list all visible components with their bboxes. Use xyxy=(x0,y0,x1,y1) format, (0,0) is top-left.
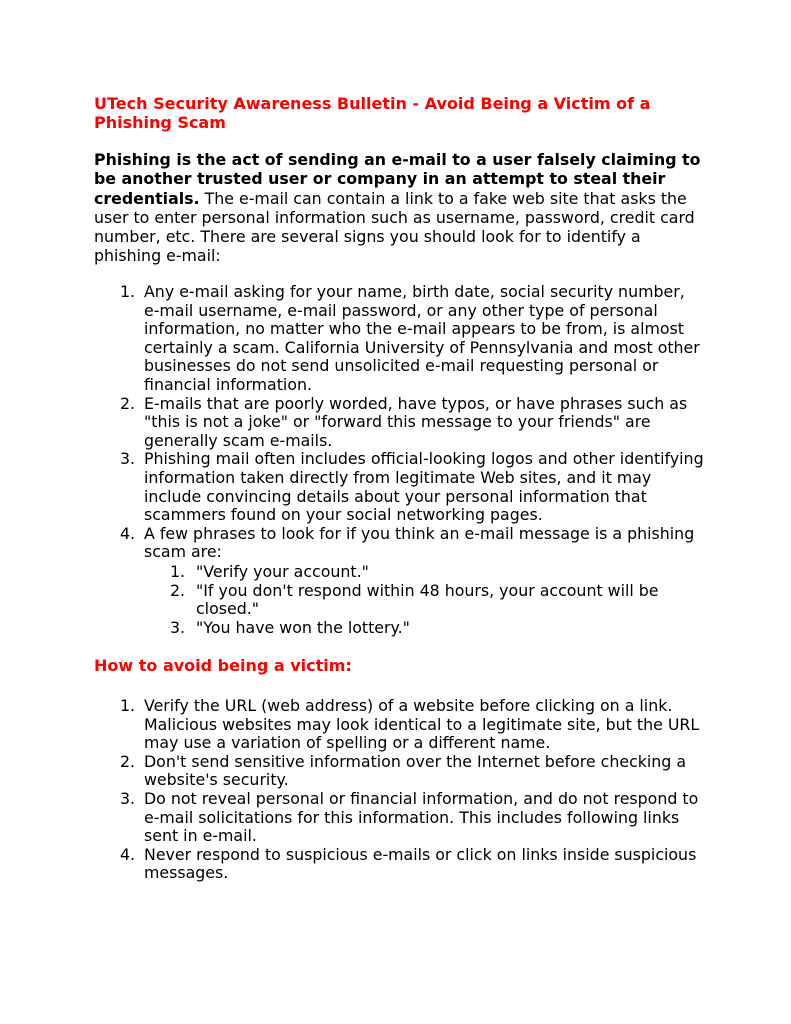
list-item-text: E-mails that are poorly worded, have typos, or have phrases such as "this is not a joke" or "forward this message to your friends" are generally scam e-mails. xyxy=(144,393,688,450)
list-item-text: Phishing mail often includes official-looking logos and other identifying information taken directly from legitimate Web sites, and it may include convincing details about your personal information that scammers found on your social networking pages. xyxy=(144,449,704,525)
list-item xyxy=(120,697,705,753)
list-item xyxy=(120,846,705,883)
list-number: 3. xyxy=(170,617,186,637)
intro-text: The e-mail can contain a link to a fake web site that asks the user to enter personal information such as username, password, credit card number, etc. There are several signs you should look for to identify a phishing e-mail: xyxy=(94,188,695,266)
list-item-text: "You have won the lottery." xyxy=(196,617,410,637)
list-number: 2. xyxy=(170,580,186,600)
list-item xyxy=(170,619,705,638)
list-number: 1. xyxy=(120,282,136,301)
bulletin-title: UTech Security Awareness Bulletin - Avoid Being a Victim of a Phishing Scam xyxy=(94,94,651,132)
intro-definition: Phishing is the act of sending an e-mail to a user falsely claiming to be another trusted user or company in an attempt to steal their credentials. xyxy=(94,150,701,208)
list-item-text: Do not reveal personal or financial information, and do not respond to e-mail solicitations for this information. This includes following links sent in e-mail. xyxy=(144,788,699,846)
list-item xyxy=(120,450,705,524)
list-item-text: "If you don't respond within 48 hours, your account will be closed." xyxy=(196,580,659,619)
list-item-text: "Verify your account." xyxy=(196,561,369,581)
avoid-tips-list xyxy=(120,697,705,883)
list-item xyxy=(170,563,705,582)
list-item xyxy=(120,753,705,790)
list-number: 1. xyxy=(120,696,136,715)
list-number: 2. xyxy=(120,751,136,771)
list-number: 1. xyxy=(170,561,186,581)
list-item-text: Don't send sensitive information over the Internet before checking a website's security. xyxy=(144,751,687,790)
list-item xyxy=(120,790,705,846)
intro-paragraph xyxy=(94,150,704,266)
list-item-text: A few phrases to look for if you think an e-mail message is a phishing scam are: xyxy=(144,523,695,562)
list-number: 4. xyxy=(120,523,136,543)
list-item xyxy=(120,525,705,638)
list-number: 3. xyxy=(120,449,136,469)
list-number: 4. xyxy=(120,844,136,864)
list-item xyxy=(120,283,705,395)
list-item-text: Any e-mail asking for your name, birth date, social security number, e-mail username, e-mail password, or any other type of personal information, no matter who the e-mail appears to be from, is almost certainly a scam. California University of Pennsylvania and most other businesses do not send unsolicited e-mail requesting personal or financial information. xyxy=(144,282,700,394)
avoid-heading: How to avoid being a victim: xyxy=(94,656,352,675)
phishing-signs-list xyxy=(120,283,705,637)
phishing-phrases-list xyxy=(144,563,705,637)
list-item-text: Verify the URL (web address) of a website before clicking on a link. Malicious websites may look identical to a legitimate site, but the URL may use a variation of spelling or a different name. xyxy=(144,696,700,753)
list-item xyxy=(120,395,705,451)
list-item-text: Never respond to suspicious e-mails or click on links inside suspicious messages. xyxy=(144,844,697,883)
list-item xyxy=(170,582,705,619)
list-number: 2. xyxy=(120,393,136,413)
list-number: 3. xyxy=(120,788,136,808)
